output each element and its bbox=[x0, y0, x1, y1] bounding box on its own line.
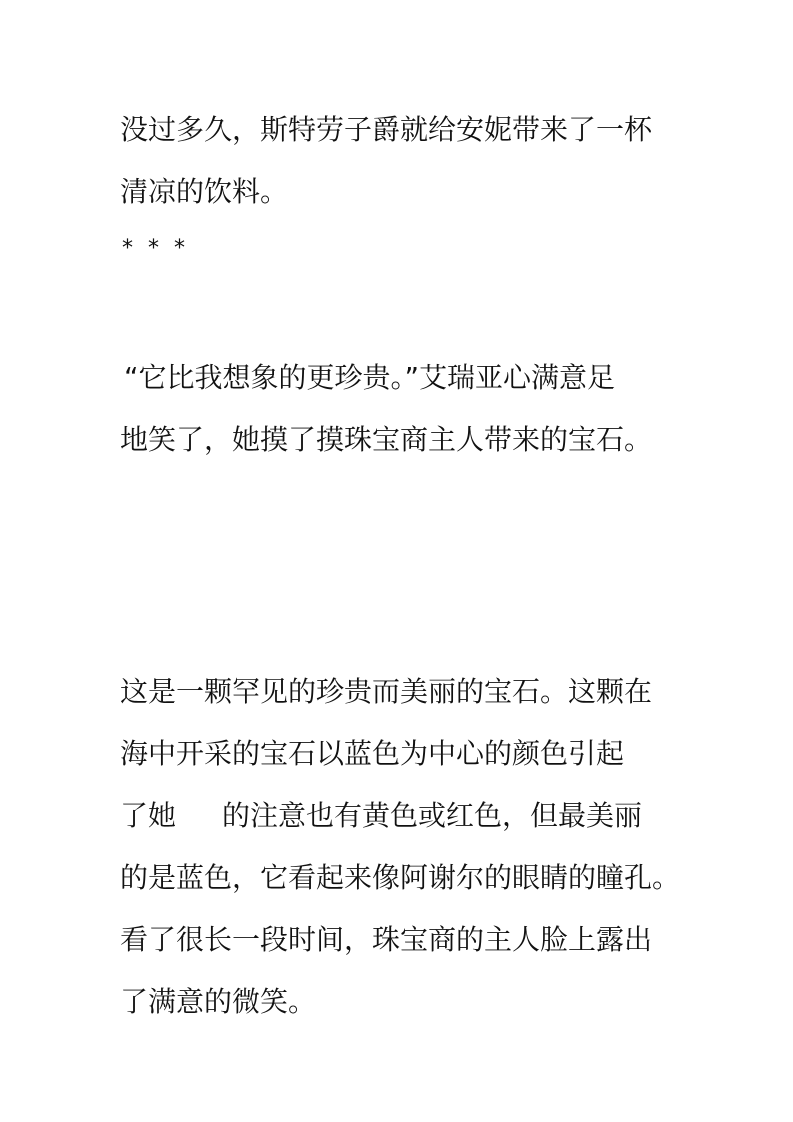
section-separator: * * * bbox=[122, 236, 189, 261]
paragraph-1-line-1: 没过多久，斯特劳子爵就给安妮带来了一杯 bbox=[120, 113, 653, 146]
paragraph-3-line-3-end: 的注意也有黄色或红色，但最美丽 bbox=[222, 799, 643, 832]
paragraph-3-line-3 bbox=[120, 796, 720, 836]
paragraph-3-line-5: 看了很长一段时间，珠宝商的主人脸上露出 bbox=[120, 923, 653, 956]
paragraph-1-line-2: 清凉的饮料。 bbox=[120, 175, 289, 208]
paragraph-3-line-2: 海中开采的宝石以蓝色为中心的颜色引起 bbox=[120, 737, 625, 770]
paragraph-3-line-6: 了满意的微笑。 bbox=[120, 985, 317, 1018]
paragraph-3-line-1: 这是一颗罕见的珍贵而美丽的宝石。这颗在 bbox=[120, 675, 653, 708]
paragraph-3-line-4: 的是蓝色，它看起来像阿谢尔的眼睛的瞳孔。 bbox=[120, 861, 681, 894]
paragraph-2-line-1: “它比我想象的更珍贵。”艾瑞亚心满意足 bbox=[124, 361, 616, 394]
paragraph-2-line-2: 地笑了，她摸了摸珠宝商主人带来的宝石。 bbox=[120, 423, 653, 456]
paragraph-3-line-3-start: 了她 bbox=[120, 799, 177, 832]
